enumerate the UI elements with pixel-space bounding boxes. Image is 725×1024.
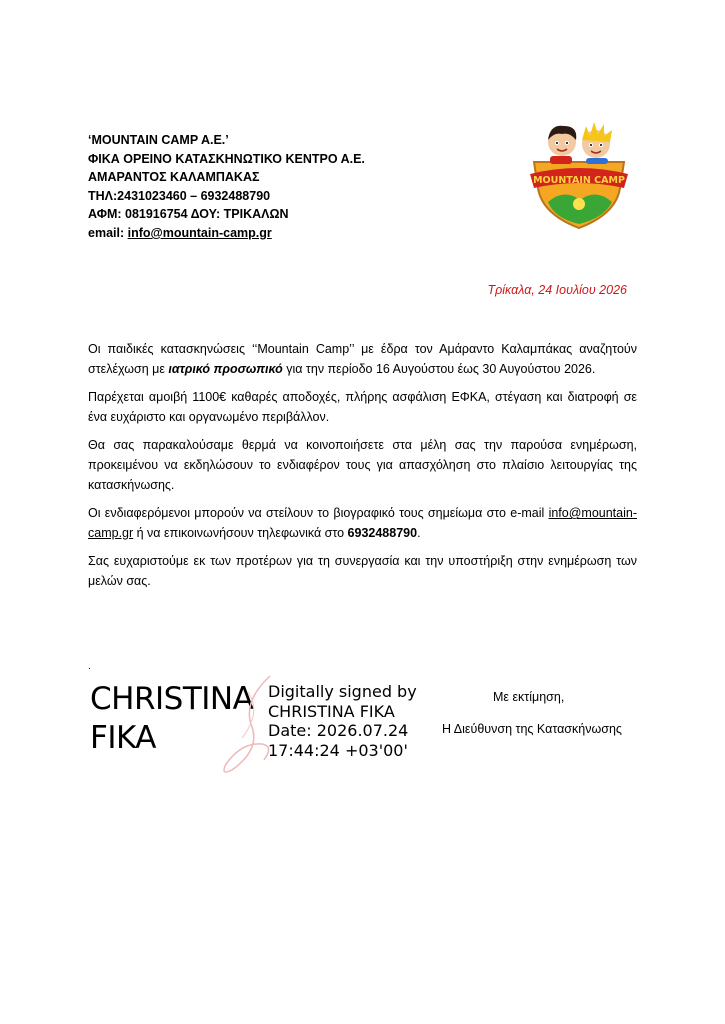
signature-name-line2: FIKA (90, 720, 156, 756)
stray-dot: . (88, 661, 91, 672)
paragraph-2: Παρέχεται αμοιβή 1100€ καθαρές αποδοχές, πλήρης ασφάλιση ΕΦΚΑ, στέγαση και διατροφή σε ένα ευχάριστο και οργανωμένο περιβάλλον. (88, 390, 637, 424)
paragraph-4-text-a: Οι ενδιαφερόμενοι μπορούν να στείλουν το βιογραφικό τους σημείωμα στο e-mail (88, 506, 549, 521)
paragraph-4-text-c: . (417, 525, 421, 540)
company-location: ΑΜΑΡΑΝΤΟΣ ΚΑΛΑΜΠΑΚΑΣ (88, 170, 260, 185)
signature-detail-1: Digitally signed by (268, 682, 417, 701)
signature-name-line1: CHRISTINA (90, 681, 254, 717)
signature-detail-2: CHRISTINA FIKA (268, 701, 395, 721)
email-label: email: (88, 225, 128, 240)
paragraph-4 (88, 504, 637, 543)
signature-detail-4: 17:44:24 +03'00' (268, 740, 408, 760)
company-tax-info: ΑΦΜ: 081916754 ΔΟΥ: ΤΡΙΚΑΛΩΝ (88, 207, 289, 222)
email-link[interactable]: info@mountain-camp.gr (127, 225, 272, 240)
camp-logo (520, 118, 638, 230)
paragraph-1-text-c: για την περίοδο 16 Αυγούστου έως 30 Αυγούστου 2026. (282, 361, 596, 376)
closing-greeting: Με εκτίμηση, (493, 690, 565, 704)
body-email-link[interactable]: info@mountain-camp.gr (88, 506, 637, 540)
company-phone: ΤΗΛ:2431023460 – 6932488790 (88, 188, 271, 203)
paragraph-5: Σας ευχαριστούμε εκ των προτέρων για τη συνεργασία και την υποστήριξη στην ενημέρωση των μελών σας. (88, 554, 637, 588)
letter-date: Τρίκαλα, 24 Ιουλίου 2026 (487, 283, 627, 297)
letter-body (88, 340, 637, 601)
paragraph-4-text-b: ή να επικοινωνήσουν τηλεφωνικά στο (133, 525, 348, 540)
signature-details (268, 682, 417, 760)
company-legal-name: ΦΙΚΑ ΟΡΕΙΝΟ ΚΑΤΑΣΚΗΝΩΤΙΚΟ ΚΕΝΤΡΟ Α.Ε. (88, 151, 365, 166)
paragraph-3: Θα σας παρακαλούσαμε θερμά να κοινοποιήσετε στα μέλη σας την παρούσα ενημέρωση, προκειμένου να εκδηλώσουν το ενδιαφέρον τους για απασχόληση στο πλαίσιο λειτουργίας της κατασκήνωσης. (88, 438, 637, 492)
company-email-line (88, 224, 365, 243)
signature-detail-3: Date: 2026.07.24 (268, 721, 409, 740)
logo-text: MOUNTAIN CAMP (533, 175, 625, 186)
paragraph-1-text-a: Οι παιδικές κατασκηνώσεις ‘‘Mountain Camp’’ με έδρα τον Αμάραντο Καλαμπάκας αναζητούν στελέχωση με (88, 342, 637, 376)
company-header (88, 131, 365, 243)
company-name: ‘MOUNTAIN CAMP A.E.’ (88, 133, 229, 147)
body-phone: 6932488790 (347, 525, 418, 540)
highlight-medical-staff: ιατρικό προσωπικό (168, 361, 283, 376)
paragraph-1 (88, 340, 637, 379)
closing-sender: Η Διεύθυνση της Κατασκήνωσης (442, 722, 622, 736)
